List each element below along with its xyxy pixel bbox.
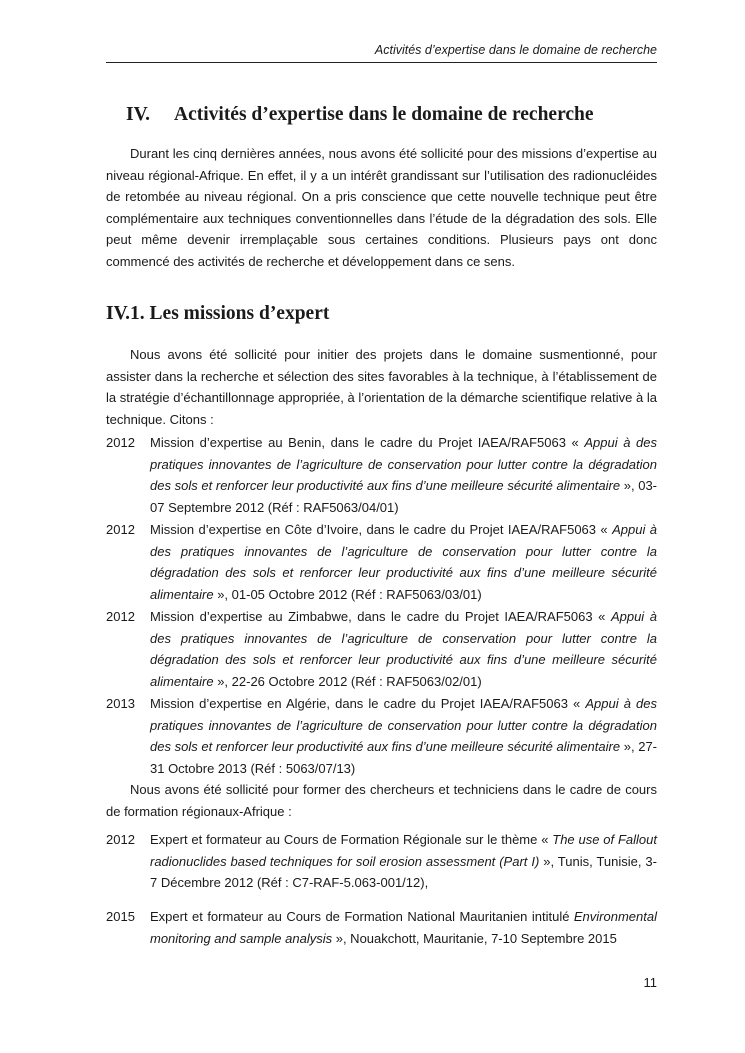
subsection-heading: IV.1. Les missions d’expert <box>106 303 330 324</box>
page-number: 11 <box>643 975 657 990</box>
mission-entry <box>106 432 657 518</box>
mission-entry <box>106 519 657 605</box>
mission-year: 2012 <box>106 522 135 537</box>
mission-year: 2012 <box>106 435 135 450</box>
training-intro-paragraph: Nous avons été sollicité pour former des chercheurs et techniciens dans le cadre de cours de formation régionaux-Afrique : <box>106 782 657 819</box>
header-rule <box>106 62 657 63</box>
mission-entry <box>106 693 657 779</box>
section-intro-paragraph: Durant les cinq dernières années, nous avons été sollicité pour des missions d’expertise au niveau régional-Afrique. En effet, il y a un intérêt grandissant sur l’utilisation des radionucléides de retombée au niveau régional. On a pris conscience que cette nouvelle technique peut être complémentaire aux techniques conventionnelles dans l’étude de la dégradation des sols. Elle peut même devenir irremplaçable sous certaines conditions. Plusieurs pays ont donc commencé des activités de recherche et développement dans ce sens. <box>106 146 657 269</box>
mission-description: Mission d’expertise au Zimbabwe, dans le cadre du Projet IAEA/RAF5063 « Appui à des pratiques innovantes de l’agriculture de conservation pour lutter contre la dégradation des sols et renforcer leur productivité aux fins d’une meilleure sécurité alimentaire », 22-26 Octobre 2012 (Réf : RAF5063/02/01) <box>150 609 657 689</box>
subsection-intro-paragraph: Nous avons été sollicité pour initier des projets dans le domaine susmentionné, pour assister dans la recherche et sélection des sites favorables à la technique, à l’établissement de la stratégie d’échantillonnage appropriée, à l’orientation de la démarche scientifique relative à la technique. Citons : <box>106 347 657 427</box>
training-entry <box>106 906 657 949</box>
training-year: 2015 <box>106 909 135 924</box>
training-description: Expert et formateur au Cours de Formation National Mauritanien intitulé Environmental monitoring and sample analysis », Nouakchott, Mauritanie, 7-10 Septembre 2015 <box>150 909 657 946</box>
mission-entry <box>106 606 657 692</box>
mission-description: Mission d’expertise en Algérie, dans le cadre du Projet IAEA/RAF5063 « Appui à des pratiques innovantes de l’agriculture de conservation pour lutter contre la dégradation des sols et renforcer leur productivité aux fins d’une meilleure sécurité alimentaire », 27-31 Octobre 2013 (Réf : 5063/07/13) <box>150 696 658 776</box>
mission-description: Mission d’expertise au Benin, dans le cadre du Projet IAEA/RAF5063 « Appui à des pratiques innovantes de l’agriculture de conservation pour lutter contre la dégradation des sols et renforcer leur productivité aux fins d’une meilleure sécurité alimentaire », 03-07 Septembre 2012 (Réf : RAF5063/04/01) <box>150 435 658 515</box>
section-number: IV. <box>126 104 151 125</box>
training-entry <box>106 829 657 894</box>
mission-description: Mission d’expertise en Côte d’Ivoire, dans le cadre du Projet IAEA/RAF5063 « Appui à des pratiques innovantes de l’agriculture de conservation pour lutter contre la dégradation des sols et renforcer leur productivité aux fins d’une meilleure sécurité alimentaire », 01-05 Octobre 2012 (Réf : RAF5063/03/01) <box>150 522 657 602</box>
mission-year: 2013 <box>106 696 135 711</box>
mission-year: 2012 <box>106 609 135 624</box>
training-description: Expert et formateur au Cours de Formation Régionale sur le thème « The use of Fallout radionuclides based techniques for soil erosion assessment (Part I) », Tunis, Tunisie, 3-7 Décembre 2012 (Réf : C7-RAF-5.063-001/12), <box>150 832 657 891</box>
training-year: 2012 <box>106 832 135 847</box>
section-title: Activités d’expertise dans le domaine de recherche <box>174 104 594 125</box>
running-header: Activités d’expertise dans le domaine de recherche <box>374 43 657 57</box>
